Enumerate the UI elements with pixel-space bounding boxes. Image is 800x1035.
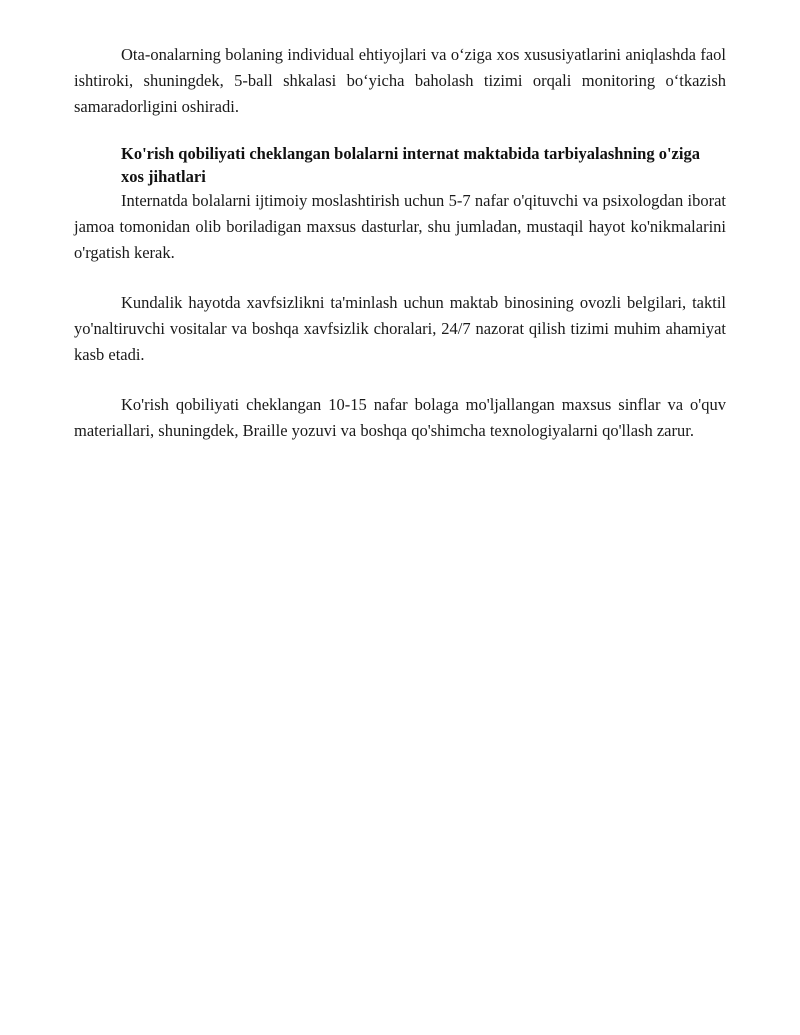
paragraph-special-classes: Ko'rish qobiliyati cheklangan 10-15 nafar bolaga mo'ljallangan maxsus sinflar va o'quv materiallari, shuningdek, Braille yozuvi va boshqa qo'shimcha texnologiyalarni qo'llash zarur. xyxy=(74,395,726,440)
paragraph-social-adaptation: Internatda bolalarni ijtimoiy moslashtirish uchun 5-7 nafar o'qituvchi va psixologdan iborat jamoa tomonidan olib boriladigan maxsus dasturlar, shu jumladan, mustaqil hayot ko'nikmalarini o'rgatish kerak. xyxy=(74,191,726,262)
intro-paragraph: Ota-onalarning bolaning individual ehtiyojlari va o‘ziga xos xususiyatlarini aniqlashda faol ishtiroki, shuningdek, 5-ball shkalasi bo‘yicha baholash tizimi orqali monitoring o‘tkazish samaradorligini oshiradi. xyxy=(74,45,726,116)
section-heading: Ko'rish qobiliyati cheklangan bolalarni internat maktabida tarbiyalashning o'ziga xos jihatlari xyxy=(121,144,700,186)
paragraph-safety: Kundalik hayotda xavfsizlikni ta'minlash uchun maktab binosining ovozli belgilari, taktil yo'naltiruvchi vositalar va boshqa xavfsizlik choralari, 24/7 nazorat qilish tizimi muhim ahamiyat kasb etadi. xyxy=(74,293,726,364)
document-page xyxy=(74,42,726,444)
